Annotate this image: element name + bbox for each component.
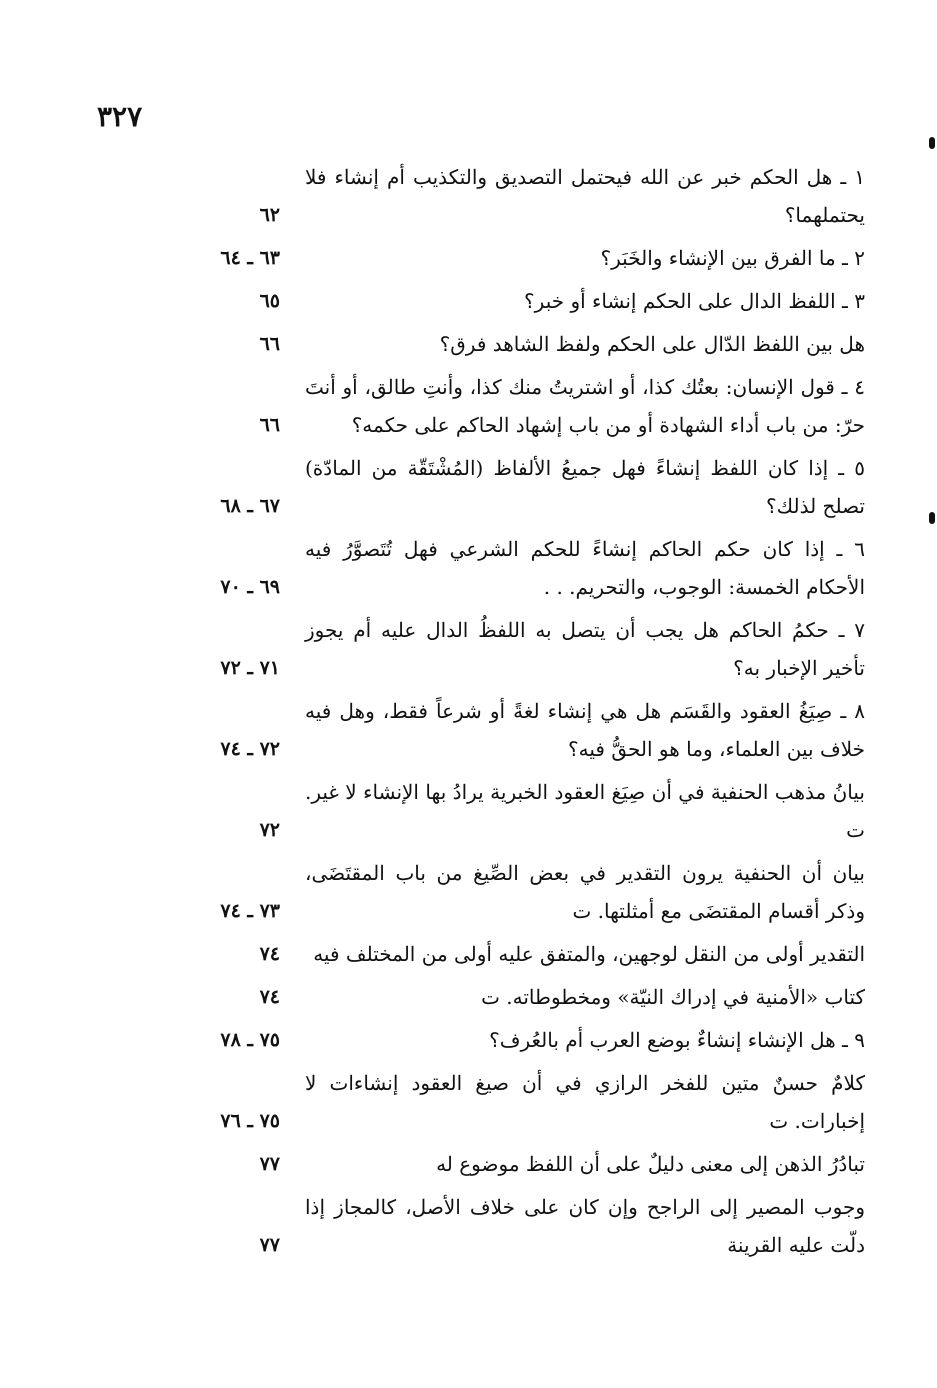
- toc-entry: [160, 773, 865, 849]
- entry-page-range: ٦٥: [259, 290, 280, 312]
- entry-page-range: ٦٩ ـ ٧٠: [220, 576, 280, 598]
- entry-text: ٨ ـ صِيَغُ العقود والقَسَم هل هي إنشاء لغةً أو شرعاً فقط، وهل فيه خلاف بين العلماء، وما هو الحقُّ فيه؟: [305, 699, 865, 761]
- entry-page-range: ٧٧: [259, 1234, 280, 1256]
- entry-page-range: ٧٢ ـ ٧٤: [220, 738, 280, 760]
- entry-text: كلامٌ حسنٌ متين للفخر الرازي في أن صيغ العقود إنشاءات لا إخبارات. ت: [305, 1071, 865, 1133]
- margin-mark: [929, 512, 935, 524]
- entry-text: بيان أن الحنفية يرون التقدير في بعض الصِّيغ من باب المقتَضَى، وذكر أقسام المقتضَى مع أمثلتها. ت: [305, 861, 865, 923]
- toc-entry: [160, 1064, 865, 1140]
- entry-text: ٤ ـ قول الإنسان: بعتُك كذا، أو اشتريتُ منك كذا، وأنتِ طالق، أو أنتَ حرّ: من باب أداء الشهادة أو من باب إشهاد الحاكم على حكمه؟: [305, 375, 865, 437]
- toc-entry: [160, 530, 865, 606]
- entry-page-range: ٦٣ ـ ٦٤: [220, 247, 280, 269]
- entry-page-range: ٧٧: [259, 1153, 280, 1175]
- entry-page-range: ٧١ ـ ٧٢: [220, 657, 280, 679]
- entry-text: ٩ ـ هل الإنشاء إنشاءٌ بوضع العرب أم بالعُرف؟: [489, 1028, 865, 1052]
- entry-page-range: ٦٦: [259, 414, 280, 436]
- toc-entry: [160, 368, 865, 444]
- entry-page-range: ٧٥ ـ ٧٨: [220, 1029, 280, 1051]
- toc-entry: [160, 611, 865, 687]
- toc-entry: [160, 158, 865, 234]
- entry-page-range: ٧٤: [259, 986, 280, 1008]
- entry-text: التقدير أولى من النقل لوجهين، والمتفق عليه أولى من المختلف فيه: [313, 942, 865, 966]
- toc-entry: [160, 1021, 865, 1059]
- entry-text: ٥ ـ إذا كان اللفظ إنشاءً فهل جميعُ الألفاظ (المُشْتَقّة من المادّة) تصلح لذلك؟: [305, 456, 865, 518]
- toc-entry: [160, 935, 865, 973]
- toc-entry: [160, 449, 865, 525]
- entry-text: تبادُرُ الذهن إلى معنى دليلٌ على أن اللفظ موضوع له: [436, 1152, 865, 1176]
- entry-text: بيانُ مذهب الحنفية في أن صِيَغ العقود الخبرية يرادُ بها الإنشاء لا غير. ت: [305, 780, 865, 842]
- toc-entry: [160, 1145, 865, 1183]
- toc-entry: [160, 854, 865, 930]
- toc-entry: [160, 692, 865, 768]
- entry-page-range: ٦٧ ـ ٦٨: [220, 495, 280, 517]
- entry-text: ٧ ـ حكمُ الحاكم هل يجب أن يتصل به اللفظُ الدال عليه أم يجوز تأخير الإخبار به؟: [305, 618, 865, 680]
- toc-entry: [160, 1188, 865, 1264]
- toc-entry: [160, 978, 865, 1016]
- entry-text: ٦ ـ إذا كان حكم الحاكم إنشاءً للحكم الشرعي فهل تُتَصوَّرُ فيه الأحكام الخمسة: الوجوب، والتحريم. . .: [305, 537, 865, 599]
- entry-text: هل بين اللفظ الدّال على الحكم ولفظ الشاهد فرق؟: [439, 332, 865, 356]
- entry-text: كتاب «الأمنية في إدراك النيّة» ومخطوطاته. ت: [481, 985, 865, 1009]
- entry-page-range: ٦٢: [259, 204, 280, 226]
- entry-text: ١ ـ هل الحكم خبر عن الله فيحتمل التصديق والتكذيب أم إنشاء فلا يحتملهما؟: [305, 165, 865, 227]
- toc-entry: [160, 282, 865, 320]
- entry-page-range: ٧٥ ـ ٧٦: [220, 1110, 280, 1132]
- page-number: ٣٢٧: [97, 100, 143, 133]
- entry-page-range: ٧٤: [259, 943, 280, 965]
- entry-text: ٣ ـ اللفظ الدال على الحكم إنشاء أو خبر؟: [524, 289, 865, 313]
- entry-page-range: ٧٢: [259, 819, 280, 841]
- entry-page-range: ٧٣ ـ ٧٤: [220, 900, 280, 922]
- entry-page-range: ٦٦: [259, 333, 280, 355]
- margin-mark: [929, 137, 935, 149]
- entry-text: ٢ ـ ما الفرق بين الإنشاء والخَبَر؟: [600, 246, 865, 270]
- table-of-contents: [160, 158, 865, 1269]
- toc-entry: [160, 325, 865, 363]
- entry-text: وجوب المصير إلى الراجح وإن كان على خلاف الأصل، كالمجاز إذا دلّت عليه القرينة: [305, 1195, 865, 1257]
- toc-entry: [160, 239, 865, 277]
